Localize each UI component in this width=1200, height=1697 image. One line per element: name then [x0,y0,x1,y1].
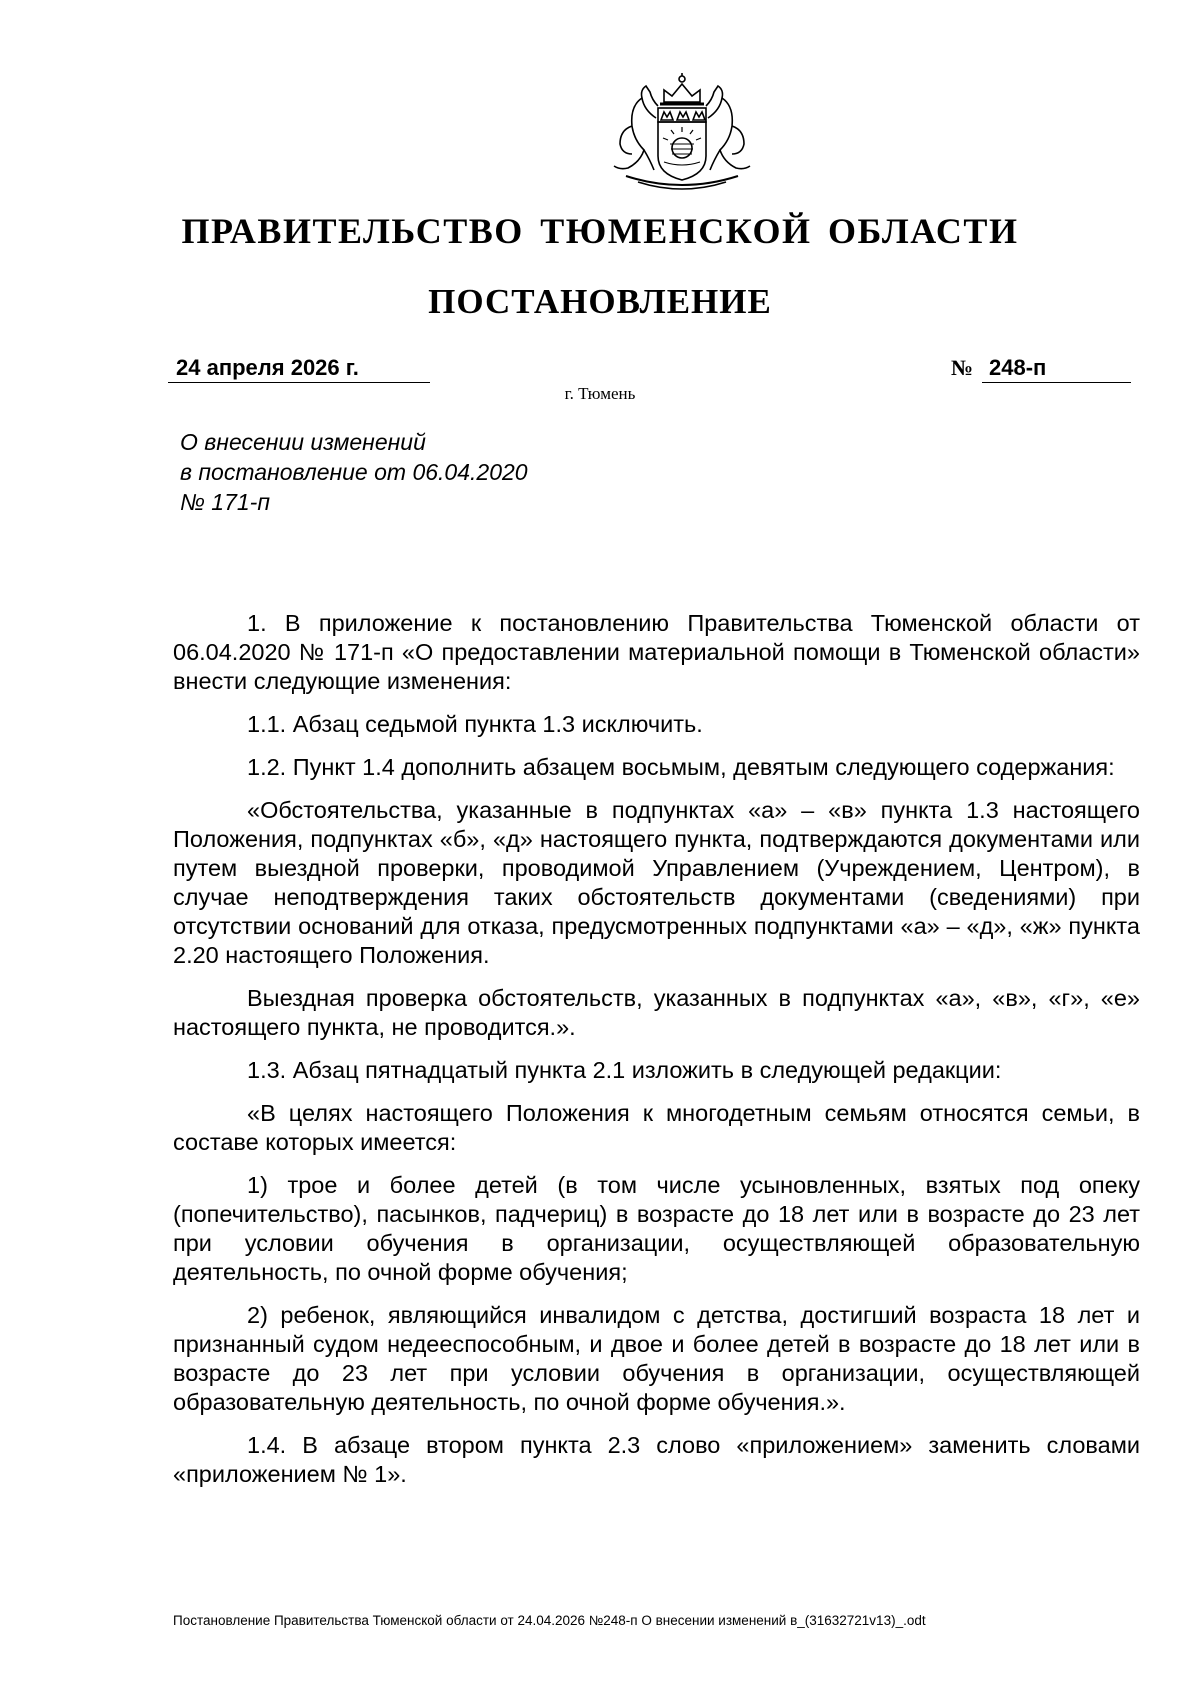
document-type-title: ПОСТАНОВЛЕНИЕ [428,282,772,321]
body-paragraph: 1) трое и более детей (в том числе усыновленных, взятых под опеку (попечительство), пасынков, падчериц) в возрасте до 18 лет или в возрасте до 23 лет при условии обучения в организации, осуществляющей образовательную деятельность, по очной форме обучения; [173,1172,1140,1285]
body-paragraph: 1.4. В абзаце втором пункта 2.3 слово «приложением» заменить словами «приложением № 1». [173,1432,1140,1487]
body-paragraph: 2) ребенок, являющийся инвалидом с детства, достигший возраста 18 лет и признанный судом недееспособным, и двое и более детей в возрасте до 18 лет или в возрасте до 23 лет при условии обучения в организации, осуществляющей образовательную деятельность, по очной форме обучения.». [173,1302,1140,1415]
document-number: 248-п [989,355,1047,380]
number-underline [982,382,1131,383]
document-body [173,609,1140,1503]
government-title: ПРАВИТЕЛЬСТВО ТЮМЕНСКОЙ ОБЛАСТИ [181,211,1019,251]
body-paragraph: 1.1. Абзац седьмой пункта 1.3 исключить. [247,711,703,737]
body-paragraph: 1.3. Абзац пятнадцатый пункта 2.1 изложить в следующей редакции: [247,1057,1002,1083]
subject-line: № 171-п [180,489,270,515]
document-subject [180,427,660,517]
body-paragraph: 1.2. Пункт 1.4 дополнить абзацем восьмым, девятым следующего содержания: [247,754,1115,780]
coat-of-arms-emblem [598,70,766,196]
date-underline [168,382,430,383]
body-paragraph: Выездная проверка обстоятельств, указанных в подпунктах «а», «в», «г», «е» настоящего пункта, не проводится.». [173,985,1140,1040]
city-name: г. Тюмень [564,384,636,403]
subject-line: О внесении изменений [180,429,426,455]
number-label: № [951,355,974,380]
body-paragraph: «В целях настоящего Положения к многодетным семьям относятся семьи, в составе которых имеется: [173,1100,1140,1155]
body-paragraph: 1. В приложение к постановлению Правительства Тюменской области от 06.04.2020 № 171-п «О предоставлении материальной помощи в Тюменской области» внести следующие изменения: [173,610,1140,694]
body-paragraph: «Обстоятельства, указанные в подпунктах «а» – «в» пункта 1.3 настоящего Положения, подпунктах «б», «д» настоящего пункта, подтверждаются документами или путем выездной проверки, проводимой Управлением (Учреждением, Центром), в случае неподтверждения таких обстоятельств документами (сведениями) при отсутствии оснований для отказа, предусмотренных подпунктами «а» – «д», «ж» пункта 2.20 настоящего Положения. [173,797,1140,968]
document-footer: Постановление Правительства Тюменской области от 24.04.2026 №248-п О внесении изменений в_(31632721v13)_.odt [173,1613,926,1628]
document-date: 24 апреля 2026 г. [176,355,359,380]
subject-line: в постановление от 06.04.2020 [180,459,528,485]
